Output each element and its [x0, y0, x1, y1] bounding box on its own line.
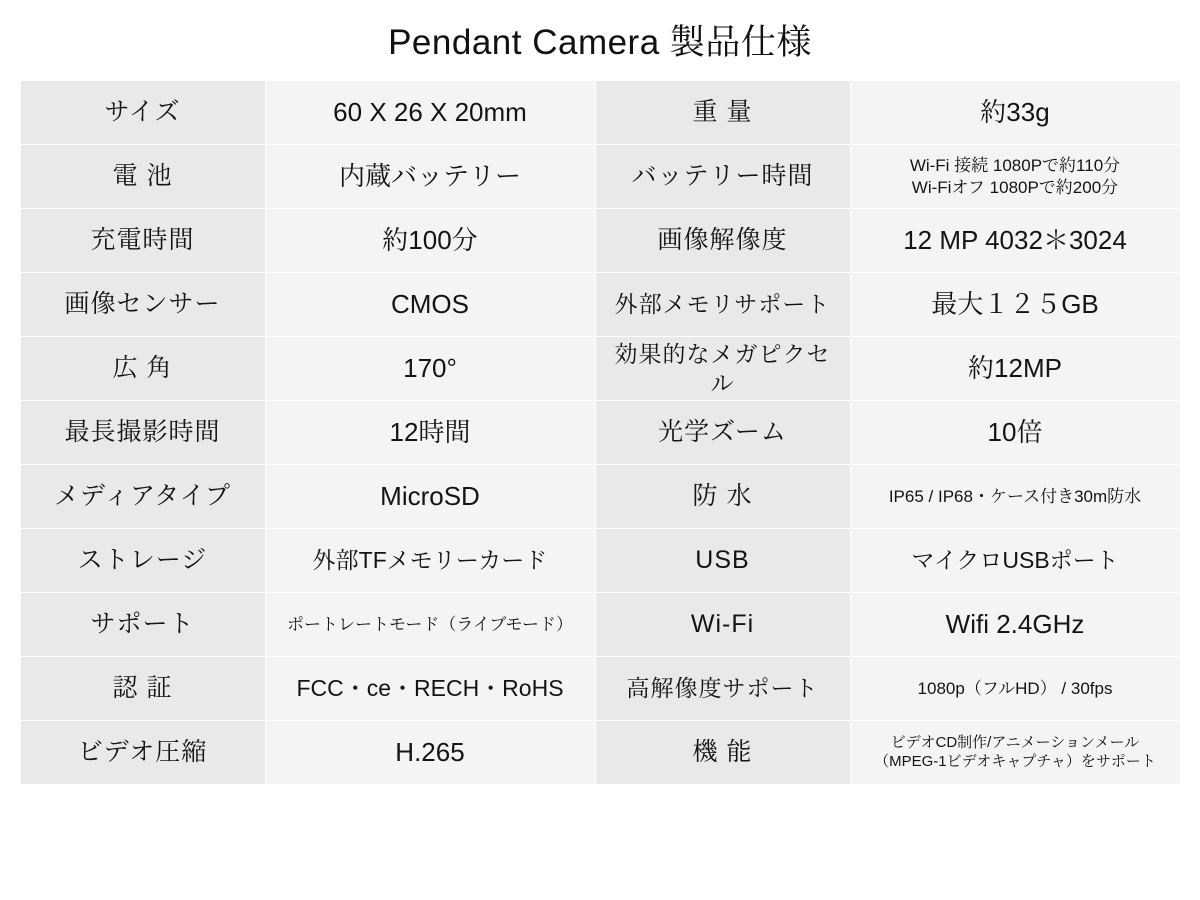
table-row — [20, 209, 1180, 273]
table-row — [20, 593, 1180, 657]
table-row — [20, 273, 1180, 337]
spec-value-left: H.265 — [265, 721, 595, 785]
spec-value-left: 内蔵バッテリー — [265, 145, 595, 209]
table-row — [20, 529, 1180, 593]
spec-value-right: 1080p（フルHD） / 30fps — [850, 657, 1180, 721]
spec-label-left: ビデオ圧縮 — [20, 721, 265, 785]
spec-value-right: 約12MP — [850, 337, 1180, 401]
spec-label-left: 充電時間 — [20, 209, 265, 273]
spec-label-right: USB — [595, 529, 850, 593]
spec-value-left: CMOS — [265, 273, 595, 337]
spec-label-left: サイズ — [20, 81, 265, 145]
table-row — [20, 337, 1180, 401]
spec-label-left: 広 角 — [20, 337, 265, 401]
spec-label-right: 高解像度サポート — [595, 657, 850, 721]
spec-value-left: 60 X 26 X 20mm — [265, 81, 595, 145]
spec-value-right: 最大１２５GB — [850, 273, 1180, 337]
spec-value-right: 10倍 — [850, 401, 1180, 465]
spec-value-right: Wi-Fi 接続 1080Pで約110分 Wi-Fiオフ 1080Pで約200分 — [850, 145, 1180, 209]
spec-value-right: 12 MP 4032＊3024 — [850, 209, 1180, 273]
specification-table — [20, 80, 1181, 785]
spec-value-right: マイクロUSBポート — [850, 529, 1180, 593]
spec-value-left: 約100分 — [265, 209, 595, 273]
spec-label-right: Wi-Fi — [595, 593, 850, 657]
spec-value-right: ビデオCD制作/アニメーションメール （MPEG-1ビデオキャプチャ）をサポート — [850, 721, 1180, 785]
table-row — [20, 465, 1180, 529]
spec-label-left: 画像センサー — [20, 273, 265, 337]
spec-value-left: MicroSD — [265, 465, 595, 529]
spec-label-right: 機 能 — [595, 721, 850, 785]
spec-value-left: 外部TFメモリーカード — [265, 529, 595, 593]
spec-value-left: ポートレートモード（ライブモード） — [265, 593, 595, 657]
spec-label-right: 重 量 — [595, 81, 850, 145]
spec-value-right: Wifi 2.4GHz — [850, 593, 1180, 657]
table-row — [20, 145, 1180, 209]
spec-label-left: ストレージ — [20, 529, 265, 593]
spec-label-left: 電 池 — [20, 145, 265, 209]
spec-label-left: 認 証 — [20, 657, 265, 721]
specification-table-body — [20, 81, 1180, 785]
spec-value-left: 170° — [265, 337, 595, 401]
spec-value-left: 12時間 — [265, 401, 595, 465]
page-title: Pendant Camera 製品仕様 — [388, 23, 812, 62]
spec-label-left: メディアタイプ — [20, 465, 265, 529]
spec-label-right: 外部メモリサポート — [595, 273, 850, 337]
spec-label-right: 防 水 — [595, 465, 850, 529]
spec-label-right: 光学ズーム — [595, 401, 850, 465]
table-row — [20, 401, 1180, 465]
spec-value-right: IP65 / IP68・ケース付き30m防水 — [850, 465, 1180, 529]
spec-label-right: バッテリー時間 — [595, 145, 850, 209]
table-row — [20, 81, 1180, 145]
spec-label-right: 画像解像度 — [595, 209, 850, 273]
spec-label-left: サポート — [20, 593, 265, 657]
spec-value-right: 約33g — [850, 81, 1180, 145]
spec-value-left: FCC・ce・RECH・RoHS — [265, 657, 595, 721]
table-row — [20, 721, 1180, 785]
table-row — [20, 657, 1180, 721]
spec-label-right: 効果的なメガピクセル — [595, 337, 850, 401]
spec-label-left: 最長撮影時間 — [20, 401, 265, 465]
